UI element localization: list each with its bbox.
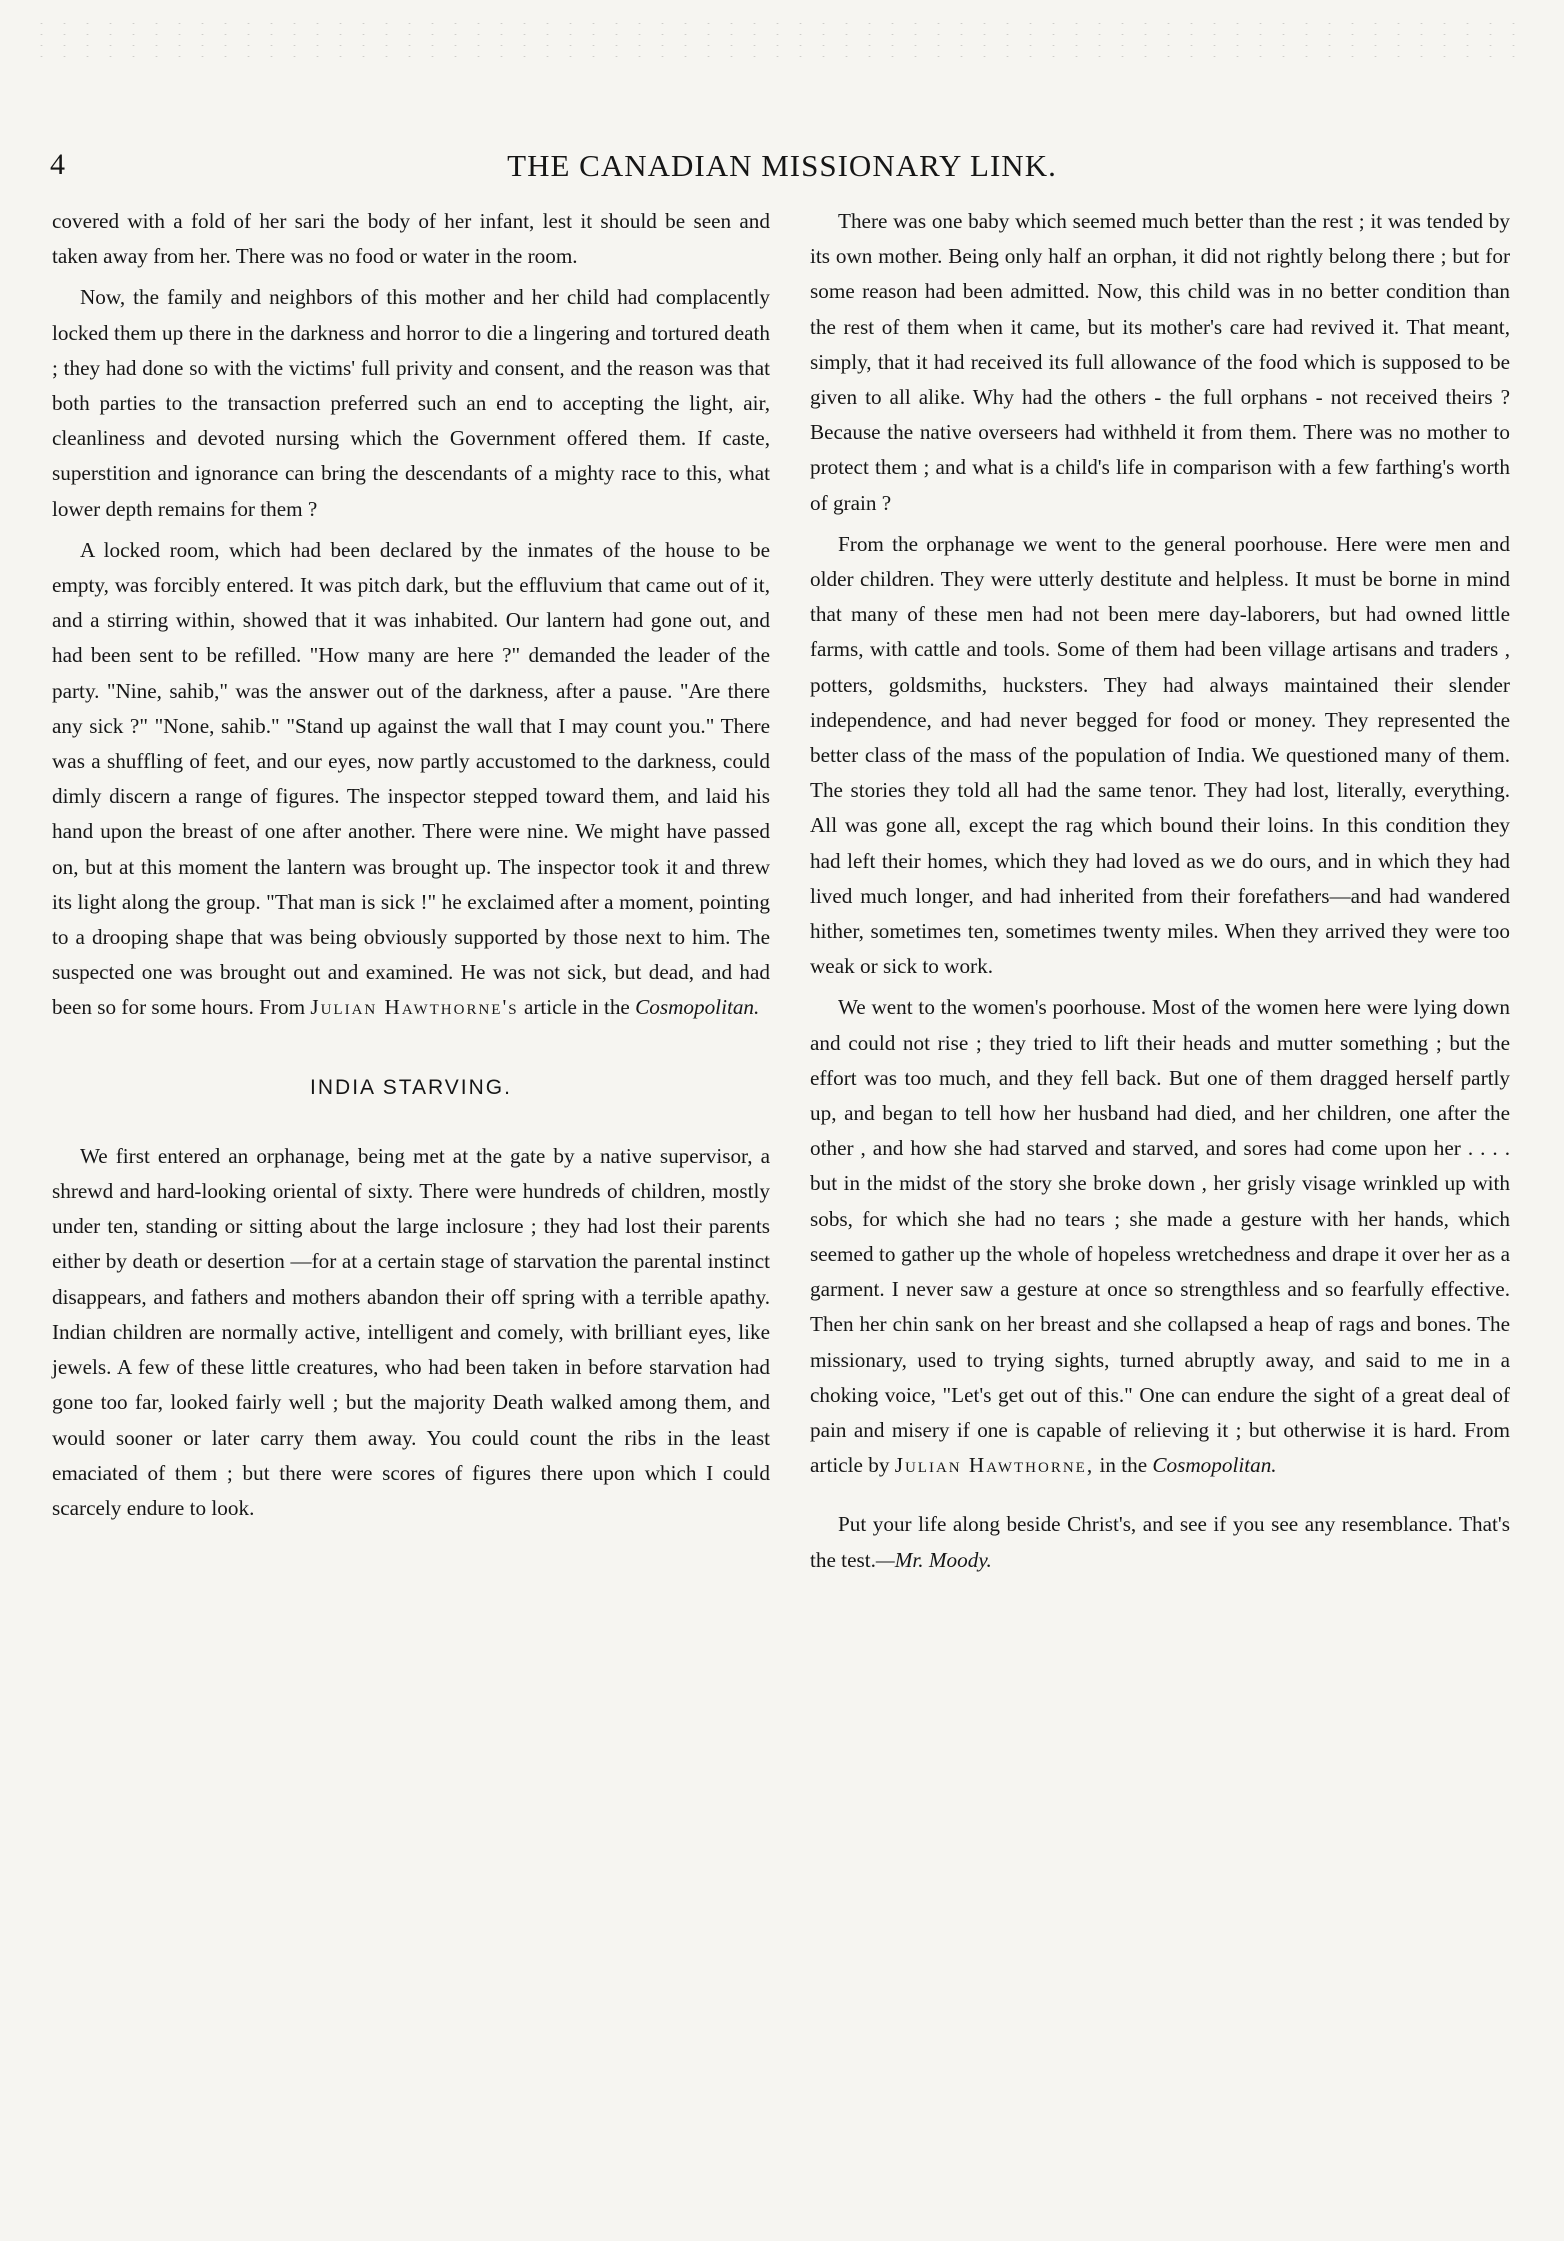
credit-author: Julian Hawthorne, — [894, 1453, 1095, 1478]
quote-credit: —Mr. Moody. — [875, 1547, 992, 1572]
paragraph: Now, the family and neighbors of this mother and her child had complacently locked them up there in the darkness and horror to die a lingering and tortured death ; they had done so with the victims' full privity and consent, and the reason was that both parties to the transaction preferred such an end to accepting the light, air, cleanliness and devoted nursing which the Government offered them. If caste, superstition and ignorance can bring the descendants of a mighty race to this, what lower depth remains for them ? — [52, 285, 770, 521]
paragraph: There was one baby which seemed much better than the rest ; it was tended by its own mother. Being only half an orphan, it did not rightly belong there ; but for some reason had been admitted. Now, this child was in no better condition than the rest of them when it came, but its mother's care had revived it. That meant, simply, that it had received its full allowance of the food which is supposed to be given to all alike. Why had the others - the full orphans - not received theirs ? Because the native overseers had withheld it from them. There was no mother to protect them ; and what is a child's life in comparison with a few farthing's worth of grain ? — [810, 209, 1510, 515]
paragraph: We first entered an orphanage, being met at the gate by a native supervisor, a shrewd and hard-looking oriental of sixty. There were hundreds of children, mostly under ten, standing or sitting about the large inclosure ; they had lost their parents either by death or desertion —for at a certain stage of starvation the parental instinct disappears, and fathers and mothers abandon their off spring with a terrible apathy. Indian children are normally active, intelligent and comely, with brilliant eyes, like jewels. A few of these little creatures, who had been taken in before starvation had gone too far, looked fairly well ; but the majority Death walked among them, and would sooner or later carry them away. You could count the ribs in the least emaciated of them ; but there were scores of figures there upon which I could scarcely endure to look. — [52, 1143, 770, 1520]
scan-noise — [30, 18, 1530, 58]
credit-mid: article in the — [523, 995, 630, 1020]
paragraph — [810, 990, 1510, 1483]
paragraph — [52, 533, 770, 1026]
running-title: THE CANADIAN MISSIONARY LINK. — [507, 148, 1057, 183]
paragraph-text: We went to the women's poorhouse. Most of the women here were lying down and could not rise ; they tried to lift their heads and mutter something ; but the effort was too much, and they fell back. But one of them dragged herself partly up, and began to tell how her husband had died, and her children, one after the other , and how she had starved and starved, and sores had come upon her . . . . but in the midst of the story she broke down , her grisly visage wrinkled up with sobs, for which she had no tears ; she made a gesture with her hands, which seemed to gather up the whole of hopeless wretchedness and drape it over her as a garment. I never saw a gesture at once so strengthless and so fearfully effective. Then her chin sank on her breast and she collapsed a heap of rags and bones. The missionary, used to trying sights, turned abruptly away, and said to me in a choking voice, "Let's get out of this." One can endure the sight of a great deal of pain and misery if one is capable of relieving it ; but otherwise it is hard. — [810, 995, 1510, 1442]
closing-quote — [810, 1507, 1510, 1577]
credit-publication: Cosmopolitan. — [1152, 1453, 1277, 1478]
page-header — [50, 148, 1514, 188]
credit-author: Julian Hawthorne's — [310, 995, 519, 1020]
credit-mid: in the — [1099, 1453, 1148, 1478]
page-number: 4 — [50, 148, 65, 181]
credit-publication: Cosmopolitan. — [635, 995, 760, 1020]
right-column — [810, 204, 1510, 1584]
paragraph: From the orphanage we went to the general poorhouse. Here were men and older children. They were utterly destitute and helpless. It must be borne in mind that many of these men had not been mere day-laborers, but had owned little farms, with cattle and tools. Some of them had been village artisans and traders , potters, goldsmiths, hucksters. They had always maintained their slender independence, and had never begged for food or money. They represented the better class of the mass of the population of India. We questioned many of them. The stories they told all had the same tenor. They had lost, literally, everything. All was gone all, except the rag which bound their loins. In this condition they had left their homes, which they had loved as we do ours, and in which they had lived much longer, and had inherited from their forefathers—and had wandered hither, sometimes ten, sometimes twenty miles. When they arrived they were too weak or sick to work. — [810, 531, 1510, 979]
credit-prefix: From — [259, 995, 306, 1020]
section-title: INDIA STARVING. — [310, 1075, 512, 1099]
quote-text: Put your life along beside Christ's, and see if you see any resemblance. That's the test. — [810, 1512, 1510, 1572]
paragraph-text: A locked room, which had been declared by the inmates of the house to be empty, was forcibly entered. It was pitch dark, but the effluvium that came out of it, and a stirring within, showed that it was inhabited. Our lantern had gone out, and had been sent to be refilled. "How many are here ?" demanded the leader of the party. "Nine, sahib," was the answer out of the darkness, after a pause. "Are there any sick ?" "None, sahib." "Stand up against the wall that I may count you." There was a shuffling of feet, and our eyes, now partly accustomed to the darkness, could dimly discern a range of figures. The inspector stepped toward them, and laid his hand upon the breast of one after another. There were nine. We might have passed on, but at this moment the lantern was brought up. The inspector took it and threw its light along the group. "That man is sick !" he exclaimed after a moment, pointing to a drooping shape that was being obviously supported by those next to him. The suspected one was brought out and examined. He was not sick, but dead, and had been so for some hours. — [52, 537, 770, 1020]
left-column — [52, 204, 770, 1532]
credit-prefix: From article by — [810, 1417, 1511, 1478]
paragraph: covered with a fold of her sari the body of her infant, lest it should be seen and taken away from her. There was no food or water in the room. — [52, 209, 770, 269]
